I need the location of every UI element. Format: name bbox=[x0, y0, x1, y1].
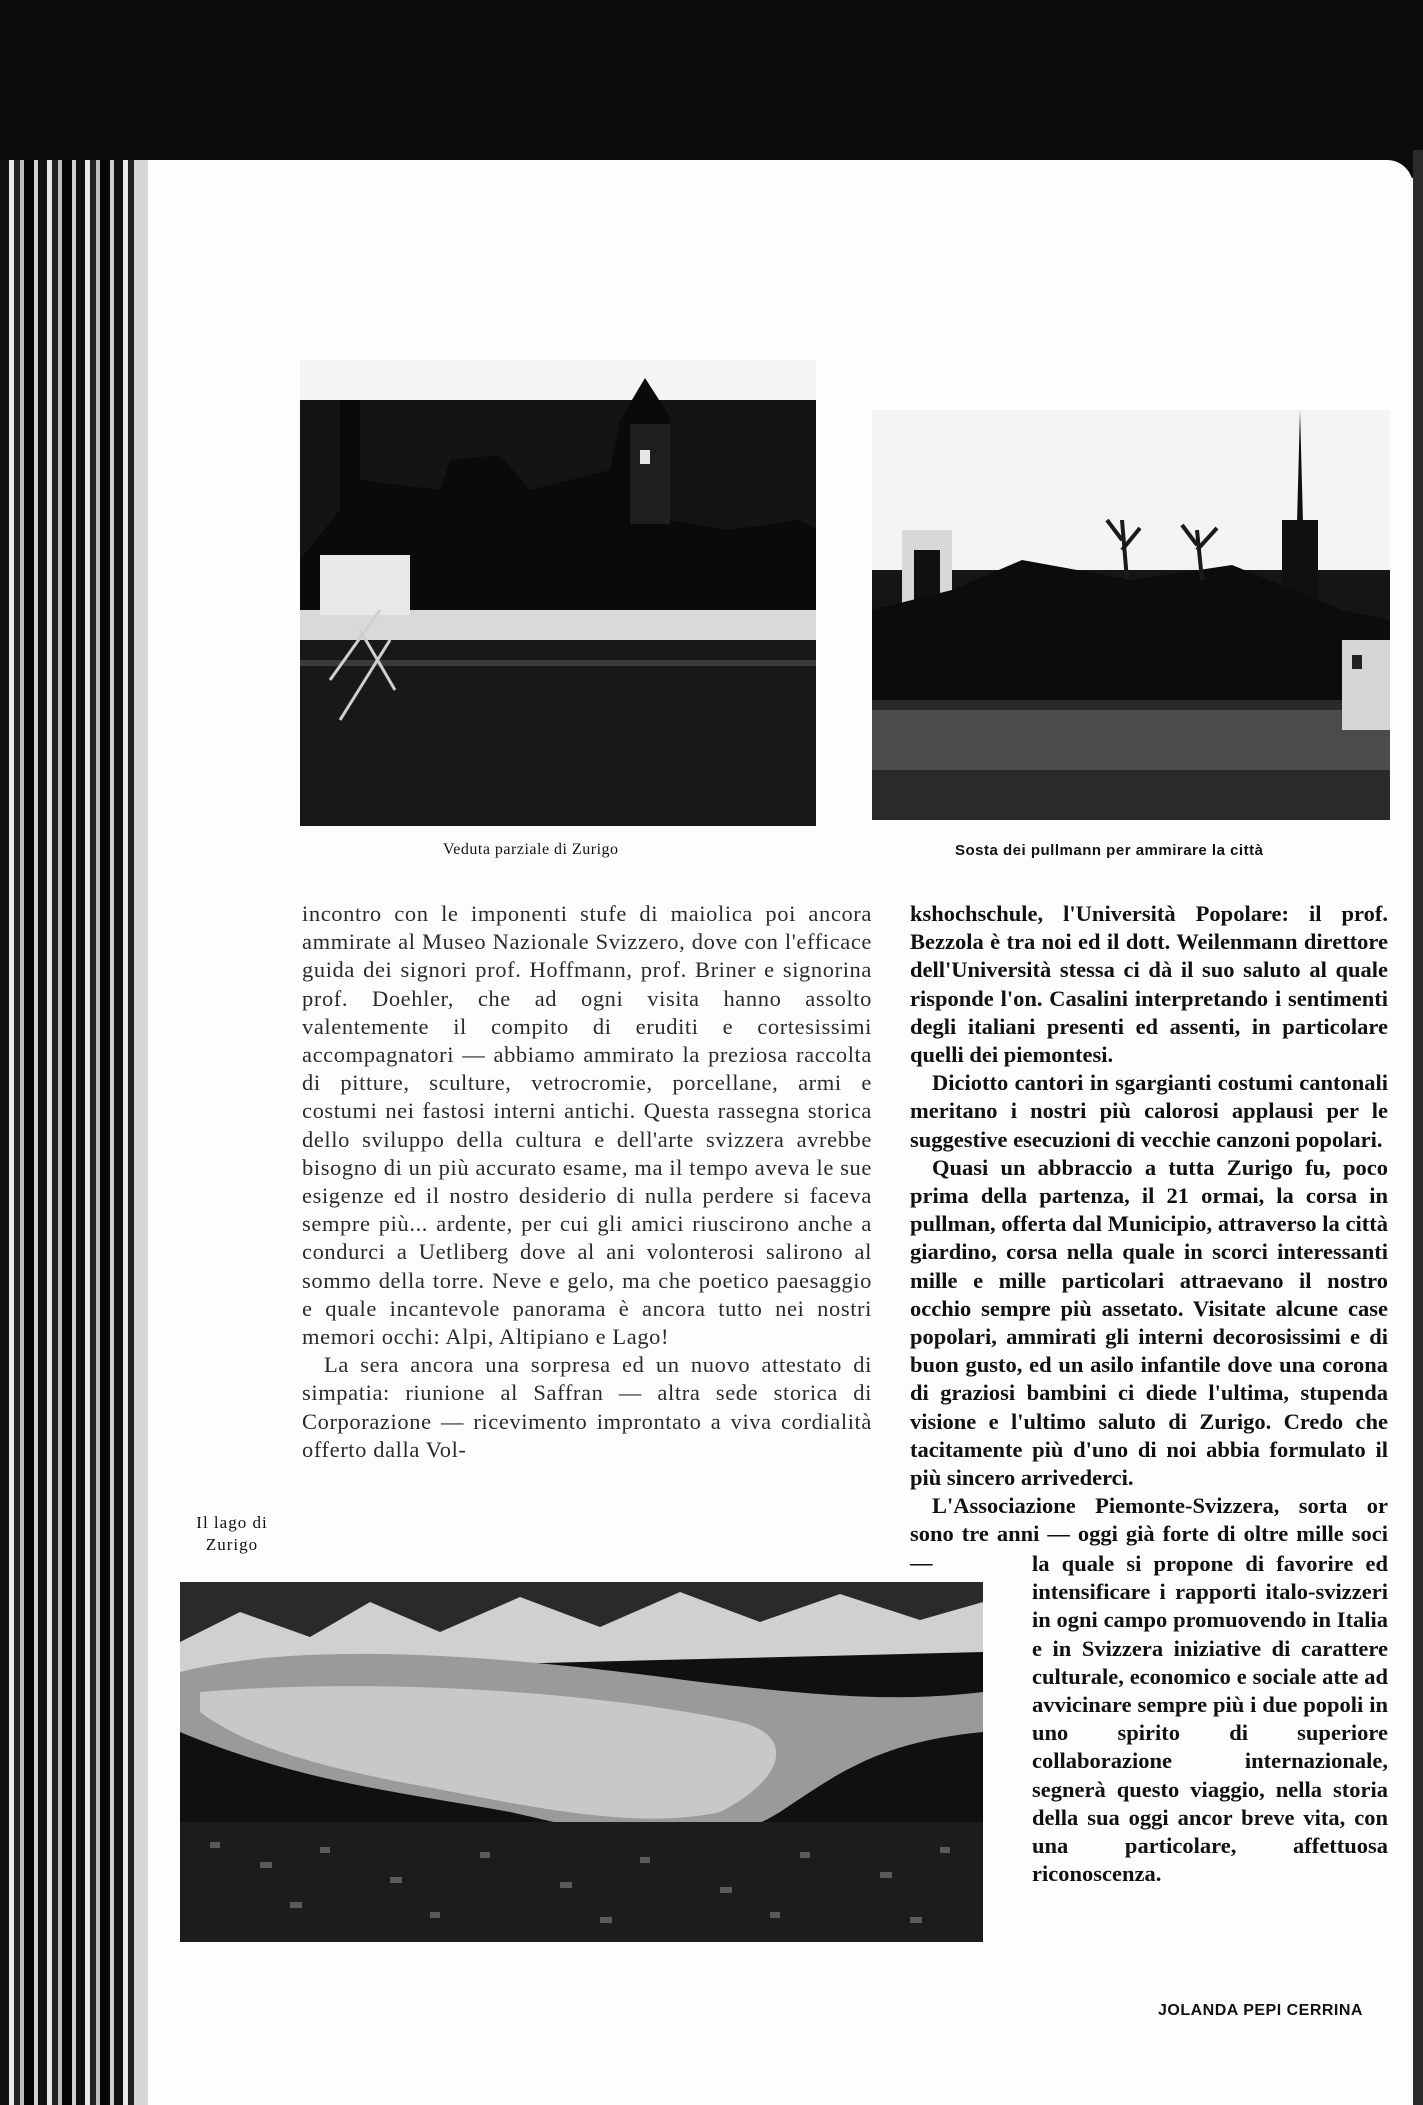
right-paragraph-4-continued: la quale si propone di favorire ed intensificare i rapporti italo-svizzeri in ogni campo promuovendo in Italia e in Svizzera iniziative di carattere culturale, economico e sociale atte ad avvicinare sempre più i due popoli in uno spirito di superiore collaborazione internazionale, segnerà questo viaggio, nella storia della sua oggi ancor breve vita, con una particolare, affettuosa riconoscenza. bbox=[1032, 1551, 1388, 1887]
scan-right-edge bbox=[1413, 150, 1423, 2105]
right-paragraph-3: Quasi un abbraccio a tutta Zurigo fu, poco prima della partenza, il 21 ormai, la corsa in pullman, offerta dal Municipio, attraverso la città giardino, corsa nella quale in scorci interessanti mille e mille particolari attraevano il nostro occhio sempre più assetato. Visitate alcune case popolari, ammirati gli interni decorosissimi e di buon gusto, ed un asilo infantile dove una corona di graziosi bambini ci diede l'ultima, stupenda visione e l'ultimo saluto di Zurigo. Credo che tacitamente più d'uno di noi abbia formulato il più sincero arrivederci. bbox=[910, 1154, 1388, 1491]
right-paragraph-1: kshochschule, l'Università Popolare: il prof. Bezzola è tra noi ed il dott. Weilenmann direttore dell'Università stessa ci dà il suo saluto al quale risponde l'on. Casalini interpretando i sentimenti degli italiani presenti ed assenti, in particolare quelli dei piemontesi. bbox=[910, 901, 1388, 1068]
lake-caption-text: Il lago di Zurigo bbox=[196, 1513, 268, 1554]
lake-caption bbox=[192, 1512, 272, 1556]
photo-museum-building bbox=[300, 360, 816, 826]
left-paragraph-1: incontro con le imponenti stufe di maiolica poi ancora ammirate al Museo Nazionale Svizzero, dove con l'efficace guida dei signori prof. Hoffmann, prof. Briner e signorina prof. Doehler, che ad ogni visita hanno assolto valentemente il compito di eruditi e cortesissimi accompagnatori — abbiamo ammirato la preziosa raccolta di pitture, sculture, vetrocromie, porcellane, armi e costumi nei fastosi interni antichi. Questa rassegna storica dello sviluppo della cultura e dell'arte svizzera avrebbe bisogno di un più accurato esame, ma il tempo aveva le sue esigenze ed il nostro desiderio di nulla perdere si faceva sempre più... ardente, per cui gli amici riuscirono anche a condurci a Uetliberg dove al ani volonterosi salirono al sommo della torre. Neve e gelo, ma che poetico paesaggio e quale incantevole panorama è ancora tutto nei nostri memori occhi: Alpi, Altipiano e Lago! bbox=[302, 901, 872, 1350]
article-right-column bbox=[910, 900, 1388, 1577]
left-paragraph-2: La sera ancora una sorpresa ed un nuovo attestato di simpatia: riunione al Saffran — altra sede storica di Corporazione — ricevimento improntato a viva cordialità offerto dalla Vol- bbox=[302, 1352, 872, 1462]
article-left-column bbox=[302, 900, 872, 1464]
photo2-caption: Sosta dei pullmann per ammirare la città bbox=[955, 842, 1264, 859]
right-paragraph-2: Diciotto cantori in sgargianti costumi cantonali meritano i nostri più calorosi applausi per le suggestive esecuzioni di vecchie canzoni popolari. bbox=[910, 1070, 1388, 1152]
article-right-column-continued bbox=[1032, 1550, 1388, 1888]
article-author: JOLANDA PEPI CERRINA bbox=[1158, 2002, 1363, 2019]
photo-city-church bbox=[872, 410, 1390, 820]
scan-binding-edge bbox=[0, 160, 148, 2105]
photo-lake-zurich bbox=[180, 1582, 983, 1942]
photo1-caption: Veduta parziale di Zurigo bbox=[443, 841, 619, 858]
right-paragraph-4: L'Associazione Piemonte-Svizzera, sorta or sono tre anni — oggi già forte di oltre mille soci — bbox=[910, 1493, 1388, 1575]
scan-top-band bbox=[0, 0, 1423, 178]
